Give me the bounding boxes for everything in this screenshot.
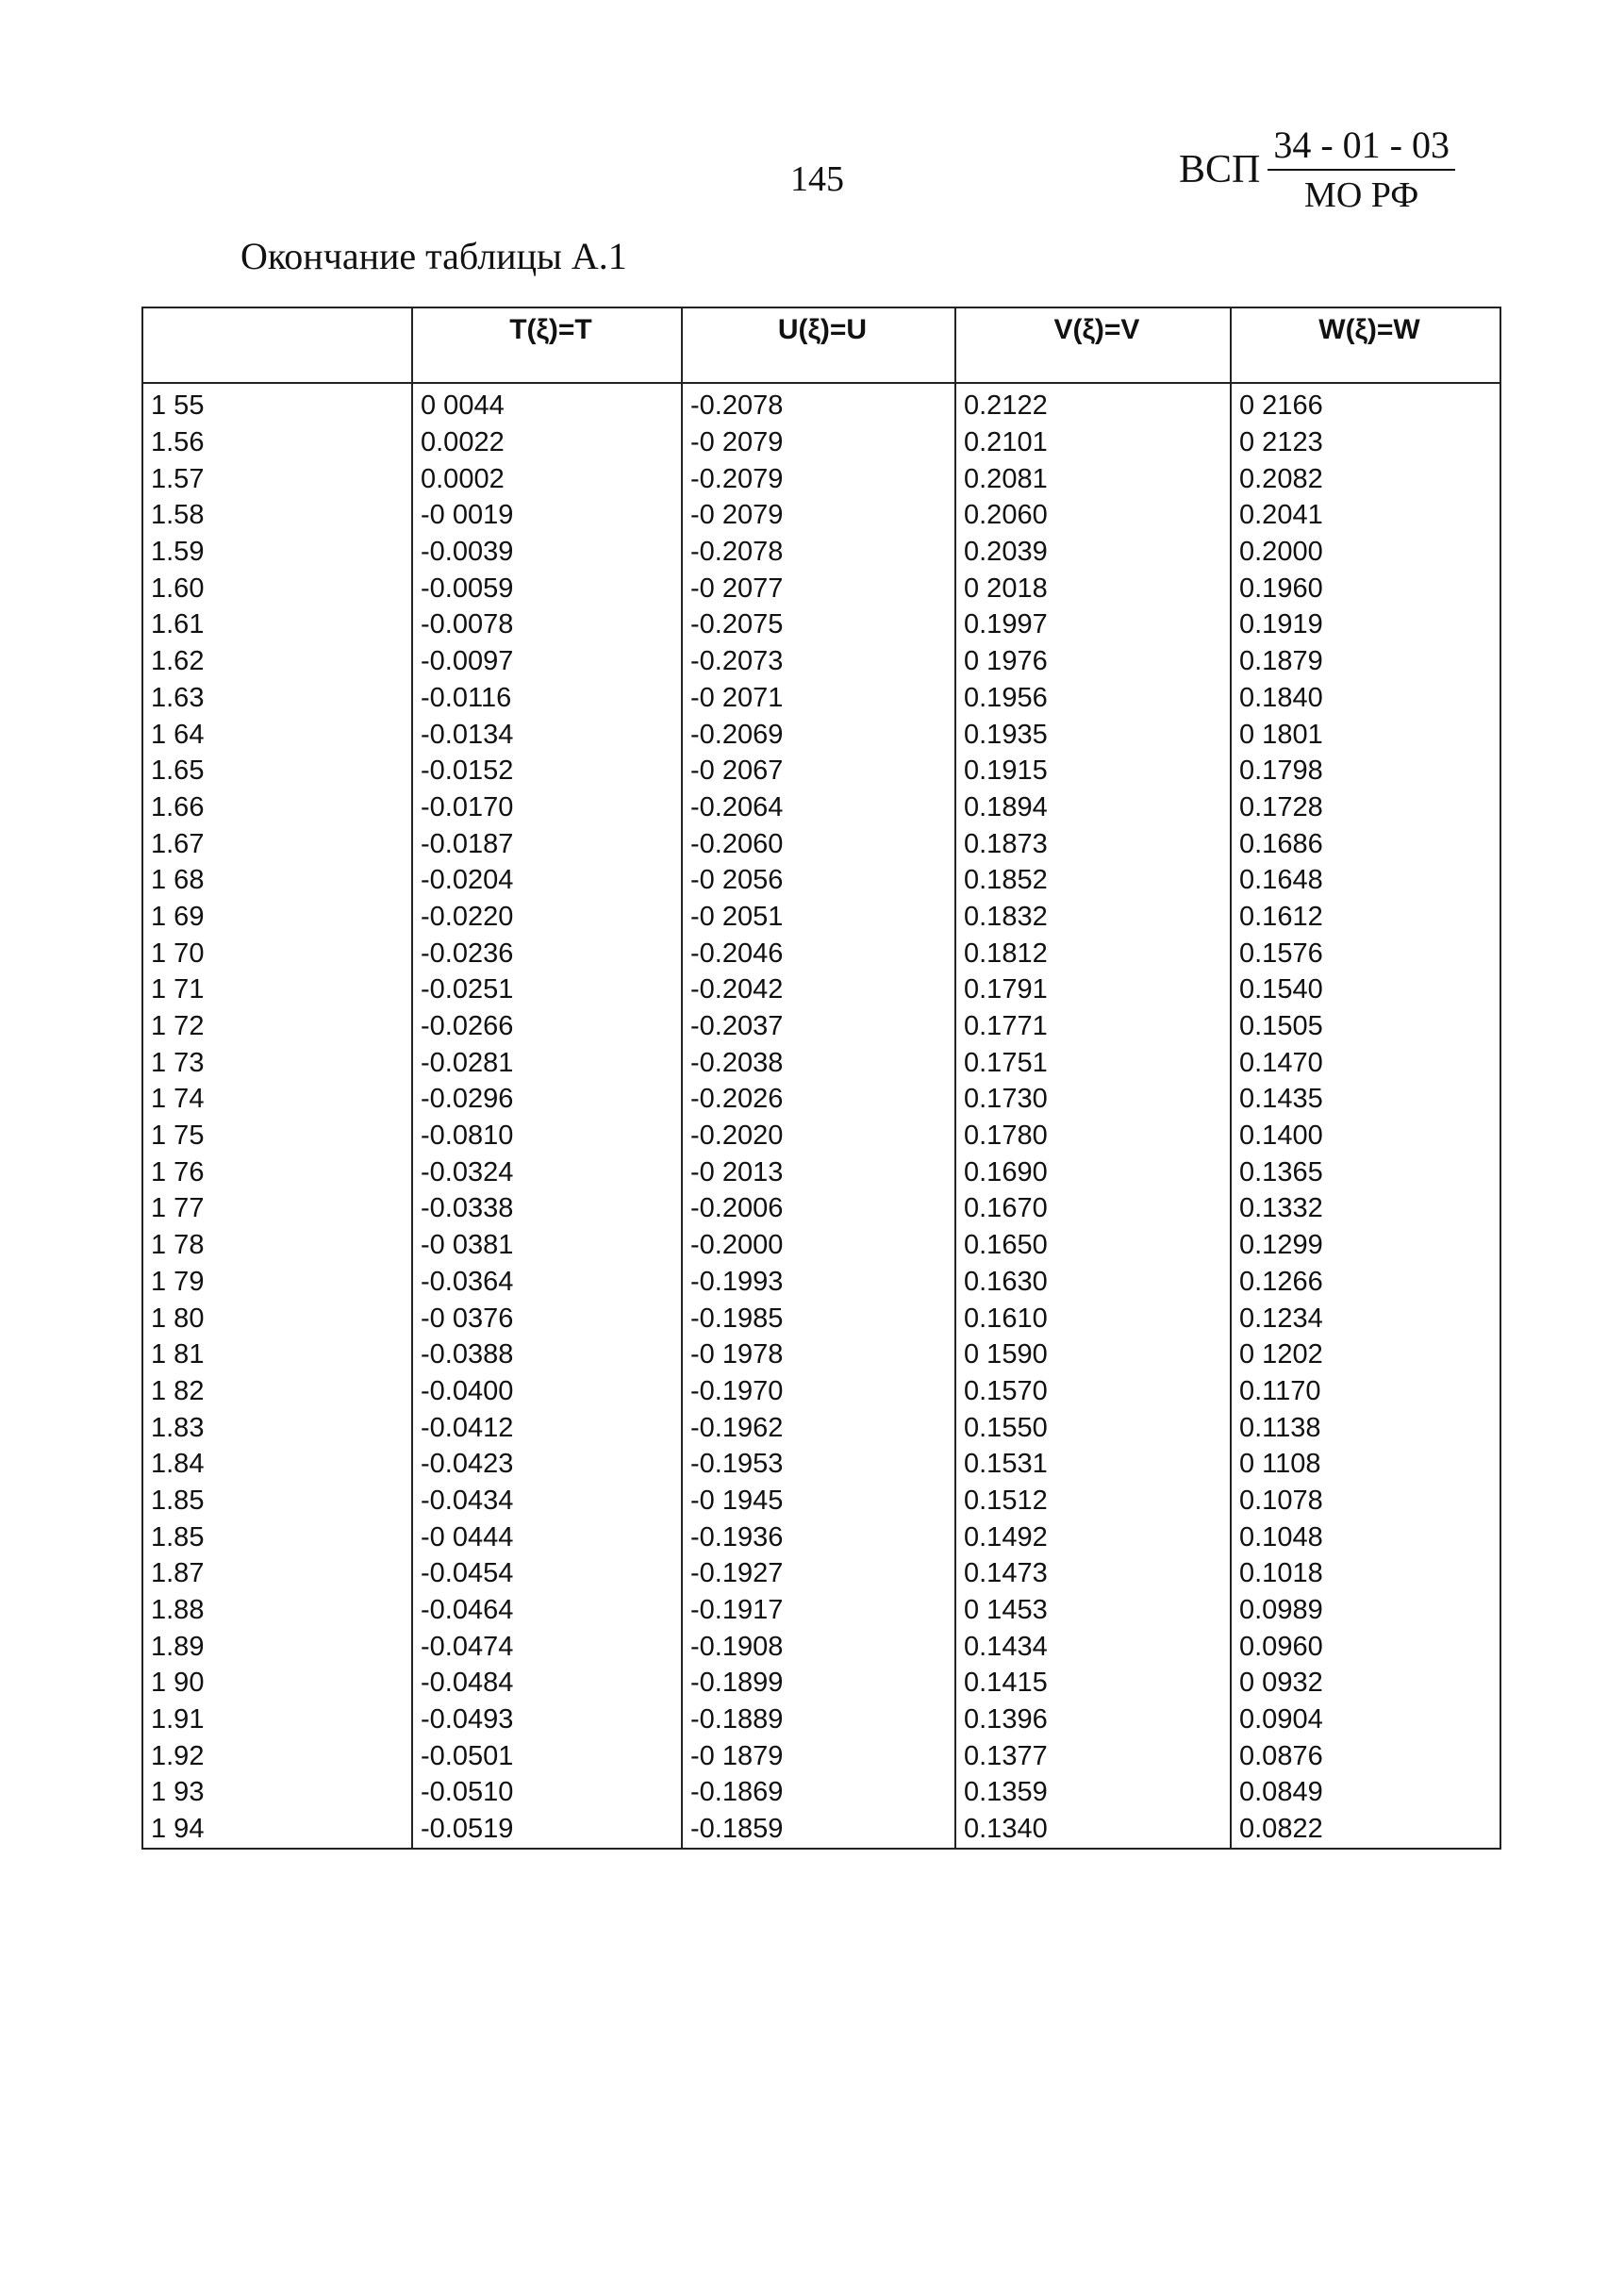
w-cell: 0.1332 [1231, 1190, 1500, 1227]
w-cell: 0.1299 [1231, 1227, 1500, 1264]
xi-cell: 1.91 [142, 1702, 412, 1738]
t-cell: -0.0059 [412, 570, 682, 606]
v-cell: 0.1377 [955, 1737, 1231, 1774]
u-cell: -0.2042 [682, 971, 955, 1008]
xi-cell: 1 93 [142, 1774, 412, 1811]
v-cell: 0 2018 [955, 570, 1231, 606]
table-caption: Окончание таблицы А.1 [240, 235, 627, 277]
t-cell: -0.0423 [412, 1446, 682, 1483]
t-cell: -0.0296 [412, 1081, 682, 1118]
w-cell: 0.0960 [1231, 1628, 1500, 1665]
u-cell: -0.1859 [682, 1811, 955, 1849]
table-row [142, 1409, 1500, 1446]
v-cell: 0.1894 [955, 789, 1231, 826]
v-cell: 0.1832 [955, 899, 1231, 936]
column-header-t: T(ξ)=T [412, 307, 682, 383]
u-cell: -0.1927 [682, 1555, 955, 1592]
table-row [142, 424, 1500, 461]
u-cell: -0.2038 [682, 1044, 955, 1081]
xi-cell: 1.61 [142, 606, 412, 643]
w-cell: 0.2000 [1231, 534, 1500, 571]
w-cell: 0.1540 [1231, 971, 1500, 1008]
w-cell: 0 2123 [1231, 424, 1500, 461]
xi-cell: 1.66 [142, 789, 412, 826]
v-cell: 0.1396 [955, 1702, 1231, 1738]
u-cell: -0.2020 [682, 1118, 955, 1154]
w-cell: 0.1435 [1231, 1081, 1500, 1118]
v-cell: 0.1570 [955, 1373, 1231, 1410]
doc-code-numerator: 34 - 01 - 03 [1268, 123, 1455, 171]
t-cell: -0.0187 [412, 825, 682, 862]
t-cell: -0.0251 [412, 971, 682, 1008]
u-cell: -0.1908 [682, 1628, 955, 1665]
xi-cell: 1.88 [142, 1592, 412, 1629]
t-cell: -0.0338 [412, 1190, 682, 1227]
t-cell: -0.0434 [412, 1483, 682, 1519]
v-cell: 0.1650 [955, 1227, 1231, 1264]
table-row [142, 753, 1500, 789]
t-cell: -0.0116 [412, 680, 682, 717]
doc-code-denominator: МО РФ [1304, 175, 1419, 215]
t-cell: 0.0002 [412, 460, 682, 497]
u-cell: -0.1985 [682, 1300, 955, 1336]
w-cell: 0.0822 [1231, 1811, 1500, 1849]
w-cell: 0.1048 [1231, 1519, 1500, 1555]
xi-cell: 1 78 [142, 1227, 412, 1264]
v-cell: 0.1359 [955, 1774, 1231, 1811]
xi-cell: 1 76 [142, 1154, 412, 1190]
t-cell: -0.0078 [412, 606, 682, 643]
t-cell: -0.0810 [412, 1118, 682, 1154]
t-cell: -0.0501 [412, 1737, 682, 1774]
xi-cell: 1 68 [142, 862, 412, 899]
t-cell: -0.0519 [412, 1811, 682, 1849]
u-cell: -0 2079 [682, 424, 955, 461]
u-cell: -0 2071 [682, 680, 955, 717]
w-cell: 0.1078 [1231, 1483, 1500, 1519]
w-cell: 0.1919 [1231, 606, 1500, 643]
u-cell: -0 2051 [682, 899, 955, 936]
u-cell: -0.1970 [682, 1373, 955, 1410]
xi-cell: 1 73 [142, 1044, 412, 1081]
w-cell: 0.1798 [1231, 753, 1500, 789]
xi-cell: 1 72 [142, 1008, 412, 1045]
table-row [142, 606, 1500, 643]
table-row [142, 1737, 1500, 1774]
v-cell: 0.2101 [955, 424, 1231, 461]
table-row [142, 1190, 1500, 1227]
xi-cell: 1 77 [142, 1190, 412, 1227]
v-cell: 0.2060 [955, 497, 1231, 534]
u-cell: -0.2037 [682, 1008, 955, 1045]
w-cell: 0.0876 [1231, 1737, 1500, 1774]
xi-cell: 1.87 [142, 1555, 412, 1592]
t-cell: -0.0388 [412, 1336, 682, 1373]
column-header-xi [142, 307, 412, 383]
xi-cell: 1.84 [142, 1446, 412, 1483]
xi-cell: 1.56 [142, 424, 412, 461]
u-cell: -0.2046 [682, 935, 955, 971]
xi-cell: 1 79 [142, 1264, 412, 1301]
v-cell: 0.1956 [955, 680, 1231, 717]
w-cell: 0.1018 [1231, 1555, 1500, 1592]
w-cell: 0.1728 [1231, 789, 1500, 826]
v-cell: 0.1852 [955, 862, 1231, 899]
w-cell: 0 0932 [1231, 1665, 1500, 1702]
table-row [142, 825, 1500, 862]
xi-cell: 1.60 [142, 570, 412, 606]
t-cell: -0.0510 [412, 1774, 682, 1811]
xi-cell: 1 94 [142, 1811, 412, 1849]
table-row [142, 1628, 1500, 1665]
t-cell: -0.0236 [412, 935, 682, 971]
xi-cell: 1.67 [142, 825, 412, 862]
w-cell: 0.2082 [1231, 460, 1500, 497]
v-cell: 0.1997 [955, 606, 1231, 643]
v-cell: 0.1812 [955, 935, 1231, 971]
w-cell: 0.1686 [1231, 825, 1500, 862]
u-cell: -0.2006 [682, 1190, 955, 1227]
u-cell: -0.2079 [682, 460, 955, 497]
xi-cell: 1 81 [142, 1336, 412, 1373]
xi-cell: 1 55 [142, 383, 412, 424]
t-cell: -0 0444 [412, 1519, 682, 1555]
t-cell: -0.0474 [412, 1628, 682, 1665]
u-cell: -0 2056 [682, 862, 955, 899]
u-cell: -0 2079 [682, 497, 955, 534]
u-cell: -0.2078 [682, 534, 955, 571]
xi-cell: 1 82 [142, 1373, 412, 1410]
xi-cell: 1.85 [142, 1483, 412, 1519]
v-cell: 0.1873 [955, 825, 1231, 862]
xi-cell: 1.57 [142, 460, 412, 497]
t-cell: -0.0324 [412, 1154, 682, 1190]
xi-cell: 1.92 [142, 1737, 412, 1774]
table-row [142, 1044, 1500, 1081]
t-cell: -0 0376 [412, 1300, 682, 1336]
xi-cell: 1 70 [142, 935, 412, 971]
table-row [142, 1081, 1500, 1118]
v-cell: 0.1610 [955, 1300, 1231, 1336]
u-cell: -0.2060 [682, 825, 955, 862]
t-cell: -0.0152 [412, 753, 682, 789]
table-row [142, 1154, 1500, 1190]
table-header-row [142, 307, 1500, 383]
table-row [142, 497, 1500, 534]
t-cell: -0.0454 [412, 1555, 682, 1592]
table-row [142, 1446, 1500, 1483]
v-cell: 0.1915 [955, 753, 1231, 789]
v-cell: 0.1415 [955, 1665, 1231, 1702]
w-cell: 0.0989 [1231, 1592, 1500, 1629]
v-cell: 0.1935 [955, 716, 1231, 753]
u-cell: -0.1889 [682, 1702, 955, 1738]
table-row [142, 862, 1500, 899]
table-row [142, 1008, 1500, 1045]
v-cell: 0.1434 [955, 1628, 1231, 1665]
column-header-v: V(ξ)=V [955, 307, 1231, 383]
page-number: 145 [790, 159, 844, 199]
w-cell: 0 1108 [1231, 1446, 1500, 1483]
xi-cell: 1 75 [142, 1118, 412, 1154]
table-row [142, 643, 1500, 680]
t-cell: -0.0204 [412, 862, 682, 899]
t-cell: -0 0019 [412, 497, 682, 534]
v-cell: 0.1780 [955, 1118, 1231, 1154]
u-cell: -0.2069 [682, 716, 955, 753]
u-cell: -0 1879 [682, 1737, 955, 1774]
v-cell: 0.1751 [955, 1044, 1231, 1081]
t-cell: -0.0484 [412, 1665, 682, 1702]
table-row [142, 534, 1500, 571]
u-cell: -0 2077 [682, 570, 955, 606]
xi-cell: 1.83 [142, 1409, 412, 1446]
xi-cell: 1 69 [142, 899, 412, 936]
v-cell: 0.1670 [955, 1190, 1231, 1227]
table-row [142, 899, 1500, 936]
t-cell: -0.0134 [412, 716, 682, 753]
document-code [1179, 123, 1455, 216]
table-row [142, 680, 1500, 717]
table-row [142, 383, 1500, 424]
w-cell: 0 2166 [1231, 383, 1500, 424]
t-cell: -0.0281 [412, 1044, 682, 1081]
t-cell: -0.0039 [412, 534, 682, 571]
v-cell: 0.1630 [955, 1264, 1231, 1301]
u-cell: -0.1993 [682, 1264, 955, 1301]
t-cell: -0.0170 [412, 789, 682, 826]
table-row [142, 1774, 1500, 1811]
w-cell: 0.1612 [1231, 899, 1500, 936]
u-cell: -0.1936 [682, 1519, 955, 1555]
xi-cell: 1 71 [142, 971, 412, 1008]
table-row [142, 1227, 1500, 1264]
xi-cell: 1.58 [142, 497, 412, 534]
w-cell: 0 1202 [1231, 1336, 1500, 1373]
u-cell: -0 2067 [682, 753, 955, 789]
xi-cell: 1.63 [142, 680, 412, 717]
v-cell: 0.1531 [955, 1446, 1231, 1483]
v-cell: 0 1976 [955, 643, 1231, 680]
v-cell: 0.1512 [955, 1483, 1231, 1519]
w-cell: 0.1170 [1231, 1373, 1500, 1410]
v-cell: 0.1690 [955, 1154, 1231, 1190]
u-cell: -0.1917 [682, 1592, 955, 1629]
table-row [142, 570, 1500, 606]
table-row [142, 1702, 1500, 1738]
t-cell: -0.0400 [412, 1373, 682, 1410]
w-cell: 0.0904 [1231, 1702, 1500, 1738]
table-row [142, 1373, 1500, 1410]
xi-cell: 1.59 [142, 534, 412, 571]
table-row [142, 716, 1500, 753]
table-row [142, 1592, 1500, 1629]
column-header-u: U(ξ)=U [682, 307, 955, 383]
u-cell: -0.1953 [682, 1446, 955, 1483]
v-cell: 0.1771 [955, 1008, 1231, 1045]
u-cell: -0.1962 [682, 1409, 955, 1446]
t-cell: -0 0381 [412, 1227, 682, 1264]
v-cell: 0.1791 [955, 971, 1231, 1008]
w-cell: 0.2041 [1231, 497, 1500, 534]
table-row [142, 1264, 1500, 1301]
v-cell: 0.1473 [955, 1555, 1231, 1592]
w-cell: 0 1801 [1231, 716, 1500, 753]
t-cell: 0.0022 [412, 424, 682, 461]
w-cell: 0.1400 [1231, 1118, 1500, 1154]
v-cell: 0 1590 [955, 1336, 1231, 1373]
u-cell: -0 1945 [682, 1483, 955, 1519]
v-cell: 0.2122 [955, 383, 1231, 424]
doc-code-prefix: ВСП [1179, 147, 1261, 191]
t-cell: -0.0266 [412, 1008, 682, 1045]
u-cell: -0.2026 [682, 1081, 955, 1118]
xi-cell: 1.89 [142, 1628, 412, 1665]
table-row [142, 1555, 1500, 1592]
v-cell: 0.1340 [955, 1811, 1231, 1849]
table-row [142, 1811, 1500, 1849]
t-cell: -0.0464 [412, 1592, 682, 1629]
t-cell: 0 0044 [412, 383, 682, 424]
v-cell: 0.2081 [955, 460, 1231, 497]
table-row [142, 1336, 1500, 1373]
t-cell: -0.0097 [412, 643, 682, 680]
doc-code-fraction [1268, 123, 1455, 216]
table-row [142, 789, 1500, 826]
v-cell: 0.2039 [955, 534, 1231, 571]
table-row [142, 1118, 1500, 1154]
w-cell: 0.1879 [1231, 643, 1500, 680]
xi-cell: 1 80 [142, 1300, 412, 1336]
v-cell: 0.1492 [955, 1519, 1231, 1555]
u-cell: -0.1899 [682, 1665, 955, 1702]
table-row [142, 935, 1500, 971]
u-cell: -0.2075 [682, 606, 955, 643]
table-row [142, 1300, 1500, 1336]
u-cell: -0 1978 [682, 1336, 955, 1373]
v-cell: 0.1550 [955, 1409, 1231, 1446]
xi-cell: 1.65 [142, 753, 412, 789]
table-body [142, 383, 1500, 1849]
u-cell: -0.2000 [682, 1227, 955, 1264]
t-cell: -0.0412 [412, 1409, 682, 1446]
w-cell: 0.1576 [1231, 935, 1500, 971]
v-cell: 0.1730 [955, 1081, 1231, 1118]
u-cell: -0.2078 [682, 383, 955, 424]
w-cell: 0.1234 [1231, 1300, 1500, 1336]
u-cell: -0.1869 [682, 1774, 955, 1811]
w-cell: 0.1266 [1231, 1264, 1500, 1301]
table-row [142, 1483, 1500, 1519]
xi-cell: 1 64 [142, 716, 412, 753]
t-cell: -0.0220 [412, 899, 682, 936]
xi-cell: 1 90 [142, 1665, 412, 1702]
data-table [141, 307, 1501, 1850]
w-cell: 0.1470 [1231, 1044, 1500, 1081]
u-cell: -0 2013 [682, 1154, 955, 1190]
w-cell: 0.1365 [1231, 1154, 1500, 1190]
table-row [142, 460, 1500, 497]
u-cell: -0.2073 [682, 643, 955, 680]
xi-cell: 1 74 [142, 1081, 412, 1118]
v-cell: 0 1453 [955, 1592, 1231, 1629]
w-cell: 0.1648 [1231, 862, 1500, 899]
table-row [142, 1519, 1500, 1555]
t-cell: -0.0364 [412, 1264, 682, 1301]
t-cell: -0.0493 [412, 1702, 682, 1738]
u-cell: -0.2064 [682, 789, 955, 826]
w-cell: 0.1505 [1231, 1008, 1500, 1045]
w-cell: 0.1960 [1231, 570, 1500, 606]
column-header-w: W(ξ)=W [1231, 307, 1500, 383]
w-cell: 0.1840 [1231, 680, 1500, 717]
w-cell: 0.0849 [1231, 1774, 1500, 1811]
xi-cell: 1.85 [142, 1519, 412, 1555]
w-cell: 0.1138 [1231, 1409, 1500, 1446]
table-row [142, 1665, 1500, 1702]
table-row [142, 971, 1500, 1008]
xi-cell: 1.62 [142, 643, 412, 680]
